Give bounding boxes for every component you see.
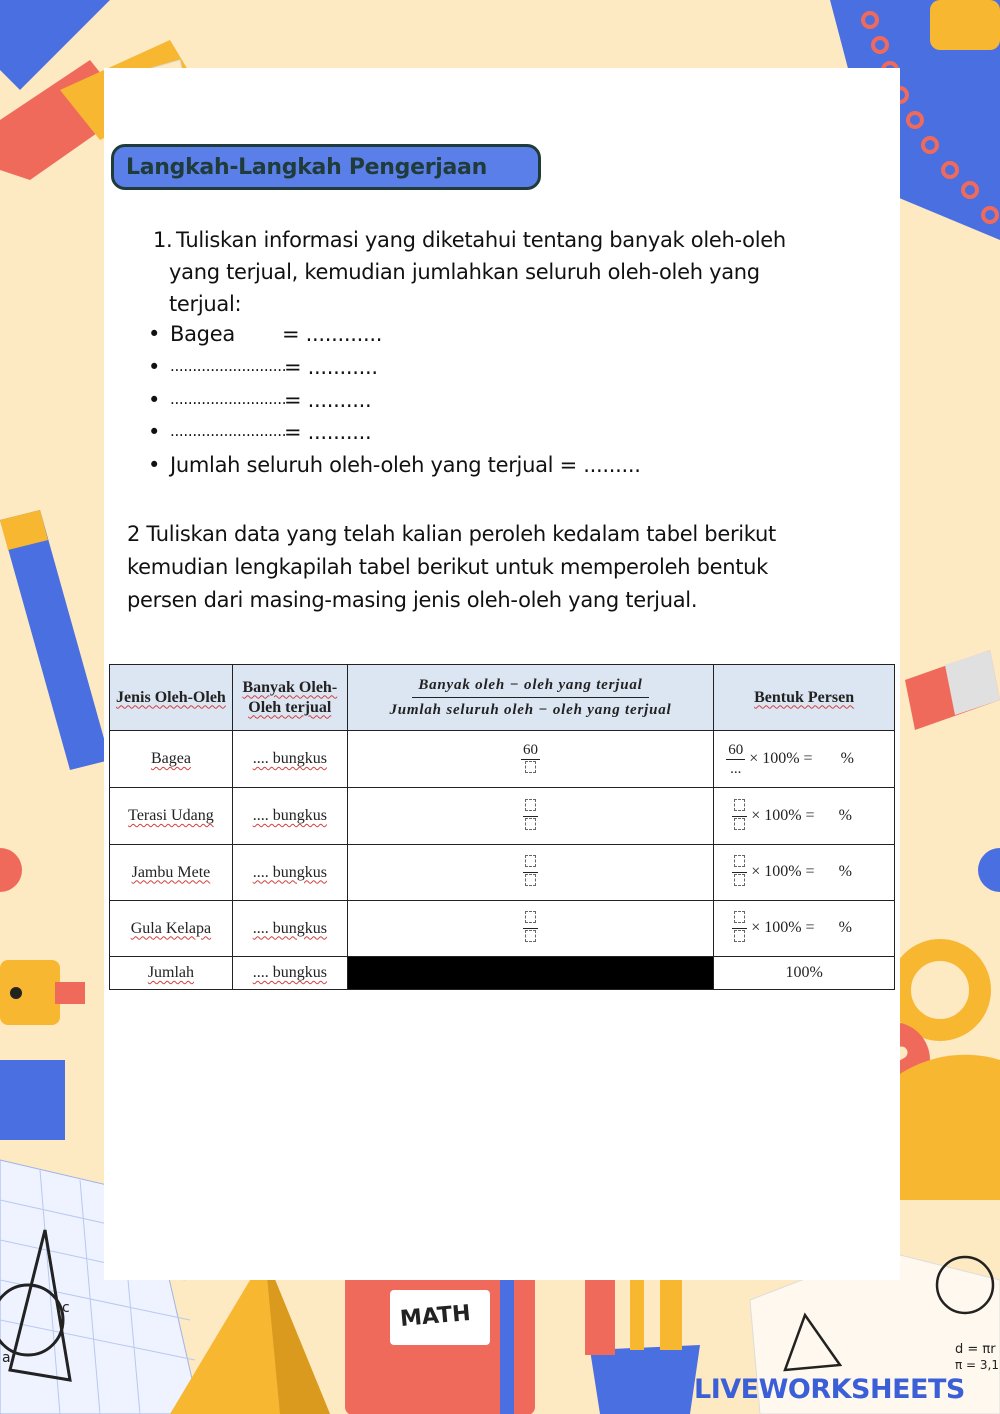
- input-box[interactable]: [734, 818, 745, 830]
- header-text: Bentuk Persen: [754, 688, 855, 706]
- bullet-label[interactable]: Bagea: [170, 322, 235, 346]
- table-row: [110, 901, 895, 957]
- row-qty[interactable]: .... bungkus: [252, 807, 327, 824]
- grid-letter-a: a: [2, 1350, 11, 1366]
- fraction-numerator: 60: [522, 741, 538, 758]
- bullet-label[interactable]: ..........................: [170, 357, 287, 375]
- total-qty[interactable]: .... bungkus: [252, 964, 327, 981]
- input-box[interactable]: [525, 855, 536, 867]
- bullet-value[interactable]: = ..........: [284, 388, 372, 412]
- book-formula-1: d = πr: [955, 1342, 996, 1357]
- input-box[interactable]: [734, 911, 745, 923]
- header-banyak: [232, 665, 347, 731]
- input-box[interactable]: [525, 799, 536, 811]
- header-fraction: [347, 665, 713, 731]
- table-row: [110, 731, 895, 788]
- bullet-label[interactable]: Jumlah seluruh oleh-oleh yang terjual = .........: [170, 453, 641, 477]
- percent-sign: %: [838, 863, 852, 881]
- liveworksheets-logo[interactable]: LIVEWORKSHEETS: [694, 1374, 965, 1405]
- input-box[interactable]: [734, 855, 745, 867]
- table-header-row: [110, 665, 895, 731]
- step2-line-3: persen dari masing-masing jenis oleh-oleh yang terjual.: [127, 588, 698, 612]
- total-label: Jumlah: [147, 964, 195, 981]
- times-100: × 100% =: [749, 749, 813, 767]
- bullet-value[interactable]: = ............: [282, 322, 383, 346]
- bullet-label[interactable]: ..........................: [170, 390, 287, 408]
- percent-numerator: 60: [728, 741, 744, 758]
- input-box[interactable]: [734, 930, 745, 942]
- row-name: Jambu Mete: [131, 863, 211, 881]
- bullet-label[interactable]: ..........................: [170, 422, 287, 440]
- percent-sign: %: [840, 749, 854, 767]
- header-fraction-denominator: Jumlah seluruh oleh − oleh yang terjual: [389, 702, 672, 718]
- step1-number: 1.: [153, 228, 173, 252]
- bullet-value[interactable]: = ..........: [284, 420, 372, 444]
- input-box[interactable]: [525, 761, 536, 773]
- section-heading: [111, 144, 541, 190]
- data-table: [109, 664, 895, 990]
- percent-sign: %: [838, 806, 852, 824]
- math-notebook-label: MATH: [399, 1300, 472, 1333]
- header-text: Banyak Oleh-Oleh terjual: [242, 678, 338, 716]
- book-formula-2: π = 3,1: [955, 1358, 999, 1372]
- table-row: [110, 845, 895, 901]
- heading-text: Langkah-Langkah Pengerjaan: [126, 154, 487, 180]
- input-box[interactable]: [734, 799, 745, 811]
- header-fraction-numerator: Banyak oleh − oleh yang terjual: [412, 676, 648, 698]
- row-qty[interactable]: .... bungkus: [252, 863, 327, 881]
- step2-line-1: 2 Tuliskan data yang telah kalian peroleh kedalam tabel berikut: [127, 522, 776, 546]
- times-100: × 100% =: [751, 806, 815, 824]
- bullet-value[interactable]: = ...........: [284, 355, 378, 379]
- percent-sign: %: [838, 919, 852, 937]
- step2-line-2: kemudian lengkapilah tabel berikut untuk memperoleh bentuk: [127, 555, 769, 579]
- table-row: [110, 788, 895, 845]
- table-total-row: [110, 957, 895, 990]
- row-name: Gula Kelapa: [130, 919, 212, 937]
- input-box[interactable]: [734, 874, 745, 886]
- percent-denominator[interactable]: ...: [730, 760, 742, 777]
- times-100: × 100% =: [751, 919, 815, 937]
- header-persen: [714, 665, 895, 731]
- step1-line-1: Tuliskan informasi yang diketahui tentang banyak oleh-oleh: [176, 228, 786, 252]
- row-name: Terasi Udang: [128, 807, 214, 824]
- header-text: Jenis Oleh-Oleh: [116, 688, 226, 706]
- header-jenis: [110, 665, 233, 731]
- input-box[interactable]: [525, 911, 536, 923]
- step1-line-3: terjual:: [169, 292, 242, 316]
- times-100: × 100% =: [751, 863, 815, 881]
- grid-letter-c: c: [62, 1300, 70, 1316]
- total-percent: 100%: [785, 964, 823, 981]
- row-qty[interactable]: .... bungkus: [252, 750, 327, 767]
- input-box[interactable]: [525, 930, 536, 942]
- input-box[interactable]: [525, 818, 536, 830]
- row-qty[interactable]: .... bungkus: [252, 919, 327, 937]
- input-box[interactable]: [525, 874, 536, 886]
- blacked-out-cell: [347, 957, 713, 990]
- step1-line-2: yang terjual, kemudian jumlahkan seluruh oleh-oleh yang: [169, 260, 760, 284]
- row-name: Bagea: [150, 750, 191, 767]
